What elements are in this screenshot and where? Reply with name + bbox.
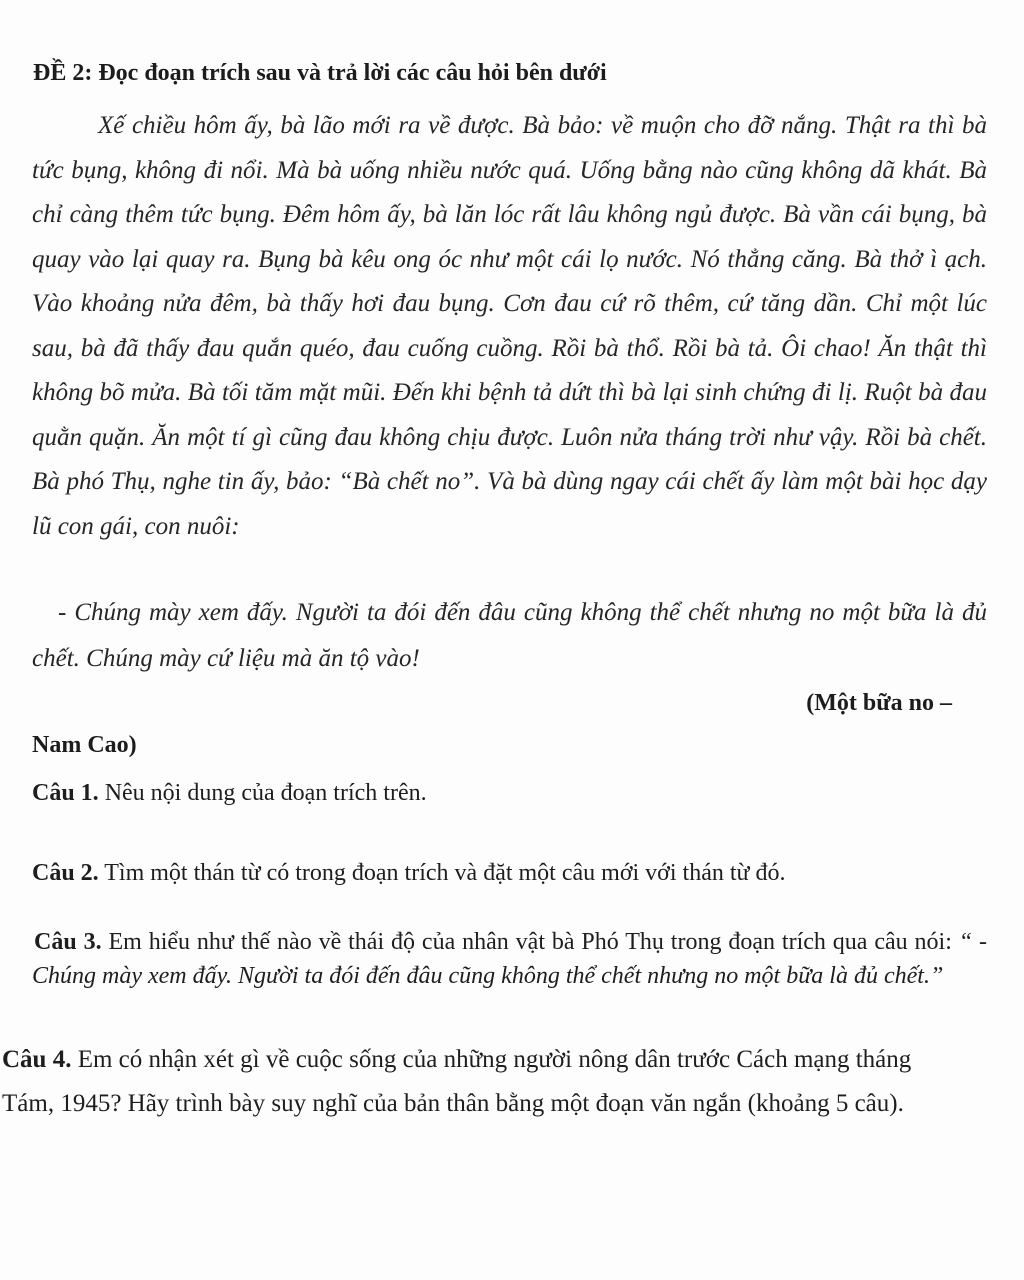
source-citation-title: (Một bữa no – xyxy=(806,690,952,716)
excerpt-passage: Xế chiều hôm ấy, bà lão mới ra về được. Bà bảo: về muộn cho đỡ nắng. Thật ra thì bà tức bụng, không đi nổi. Mà bà uống nhiều nước quá. Uống bằng nào cũng không dã khát. Bà chỉ càng thêm tức bụng. Đêm hôm ấy, bà lăn lóc rất lâu không ngủ được. Bà vần cái bụng, bà quay vào lại quay ra. Bụng bà kêu ong óc như một cái lọ nước. Nó thẳng căng. Bà thở ì ạch. Vào khoảng nửa đêm, bà thấy hơi đau bụng. Cơn đau cứ rõ thêm, cứ tăng dần. Chỉ một lúc sau, bà đã thấy đau quắn quéo, đau cuống cuồng. Rồi bà thổ. Rồi bà tả. Ôi chao! Ăn thật thì không bõ mửa. Bà tối tăm mặt mũi. Đến khi bệnh tả dứt thì bà lại sinh chứng đi lị. Ruột bà đau quằn quặn. Ăn một tí gì cũng đau không chịu được. Luôn nửa tháng trời như vậy. Rồi bà chết. Bà phó Thụ, nghe tin ấy, bảo: “Bà chết no”. Và bà dùng ngay cái chết ấy làm một bài học dạy lũ con gái, con nuôi: xyxy=(32,112,987,540)
question-2 xyxy=(32,857,786,889)
question-3 xyxy=(32,925,987,993)
question-4 xyxy=(2,1038,952,1126)
question-1-text: Nêu nội dung của đoạn trích trên. xyxy=(104,780,427,806)
source-citation-author: Nam Cao) xyxy=(32,732,137,758)
question-3-text: Em hiểu như thế nào về thái độ của nhân vật bà Phó Thụ trong đoạn trích qua câu nói: xyxy=(108,929,952,955)
question-3-label: Câu 3. xyxy=(34,929,102,955)
excerpt-dialogue: - Chúng mày xem đấy. Người ta đói đến đâu cũng không thể chết nhưng no một bữa là đủ chết. Chúng mày cứ liệu mà ăn tộ vào! xyxy=(32,599,987,672)
question-3-quote: “ - Chúng mày xem đấy. Người ta đói đến đâu cũng không thể chết nhưng no một bữa là đủ chết.” xyxy=(32,929,988,989)
exam-title: ĐỀ 2: Đọc đoạn trích sau và trả lời các câu hỏi bên dưới xyxy=(33,60,607,86)
question-2-label: Câu 2. xyxy=(32,860,99,886)
question-4-label: Câu 4. xyxy=(2,1046,72,1073)
question-4-text: Em có nhận xét gì về cuộc sống của những người nông dân trước Cách mạng tháng Tám, 1945? Hãy trình bày suy nghĩ của bản thân bằng một đoạn văn ngắn (khoảng 5 câu). xyxy=(2,1046,912,1117)
question-2-text: Tìm một thán từ có trong đoạn trích và đặt một câu mới với thán từ đó. xyxy=(104,860,786,886)
question-1-label: Câu 1. xyxy=(32,780,99,806)
question-1 xyxy=(32,777,427,809)
